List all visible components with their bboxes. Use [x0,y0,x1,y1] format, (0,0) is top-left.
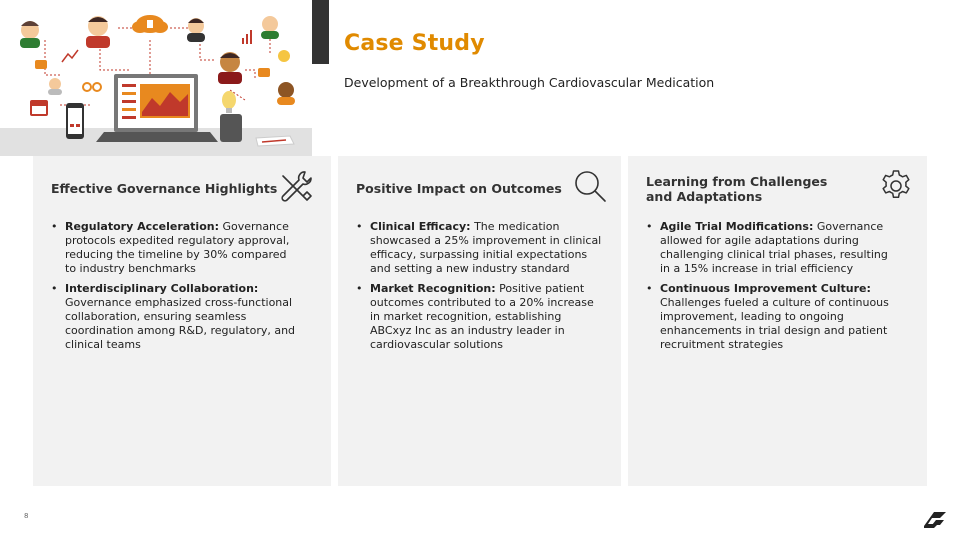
card-learning-challenges [628,156,927,486]
list-item: • Agile Trial Modifications: Governance allowed for agile adaptations during challenging clinical trial phases, resulting in a 15% increase in trial efficiency [646,220,888,275]
bullet-label: Agile Trial Modifications: [660,220,814,233]
brand-logo-icon [920,508,948,530]
page-title: Case Study [344,31,485,56]
list-item: • Clinical Efficacy: The medication showcased a 25% improvement in clinical efficacy, surpassing initial expectations and setting a new industry standard [356,220,602,275]
bullet-label: Market Recognition: [370,282,496,295]
bullet-list [646,220,896,358]
hero-network-graphic [0,0,312,156]
hero-illustration [0,0,312,156]
bullet-label: Continuous Improvement Culture: [660,282,871,295]
bullet-list [356,220,606,358]
bullet-text: Governance emphasized cross-functional collaboration, ensuring seamless coordination among R&D, regulatory, and clinical teams [65,296,296,351]
bullet-list [51,220,301,358]
list-item: • Regulatory Acceleration: Governance protocols expedited regulatory approval, reducing the timeline by 30% compared to industry benchmarks [51,220,290,275]
list-item: • Market Recognition: Positive patient outcomes contributed to a 20% increase in market recognition, establishing ABCxyz Inc as an industry leader in cardiovascular solutions [356,282,594,351]
list-item: • Interdisciplinary Collaboration: Governance emphasized cross-functional collaboration, ensuring seamless coordination among R&D, regulatory, and clinical teams [51,282,296,351]
page-number: 8 [24,512,29,520]
bullet-text: The medication showcased a 25% improvement in clinical efficacy, surpassing initial expectations and setting a new industry standard [370,220,602,275]
bullet-text: Positive patient outcomes contributed to a 20% increase in market recognition, establishing ABCxyz Inc as an industry leader in cardiovascular solutions [370,282,594,351]
bullet-text: Governance protocols expedited regulatory approval, reducing the timeline by 30% compared to industry benchmarks [65,220,290,275]
card-governance-highlights [33,156,331,486]
tools-icon [277,168,313,204]
card-heading-line1: Learning from Challenges [646,174,828,189]
bullet-label: Clinical Efficacy: [370,220,471,233]
bullet-label: Regulatory Acceleration: [65,220,219,233]
card-heading [646,174,827,204]
bullet-label: Interdisciplinary Collaboration: [65,282,259,295]
title-accent-bar [312,0,329,64]
list-item: • Continuous Improvement Culture: Challenges fueled a culture of continuous improvement, leading to ongoing enhancements in trial design and patient recruitment strategies [646,282,889,351]
cloud-icon [132,15,168,33]
bullet-text: Governance allowed for agile adaptations during challenging clinical trial phases, resulting in a 15% increase in trial efficiency [660,220,888,275]
gear-icon [878,168,914,204]
card-heading: Effective Governance Highlights [51,181,278,196]
bullet-text: Challenges fueled a culture of continuous improvement, leading to ongoing enhancements in trial design and patient recruitment strategies [660,296,889,351]
magnifier-icon [572,168,608,204]
card-positive-impact [338,156,621,486]
page-subtitle: Development of a Breakthrough Cardiovascular Medication [344,75,715,90]
card-heading: Positive Impact on Outcomes [356,181,562,196]
card-heading-line2: and Adaptations [646,189,763,204]
